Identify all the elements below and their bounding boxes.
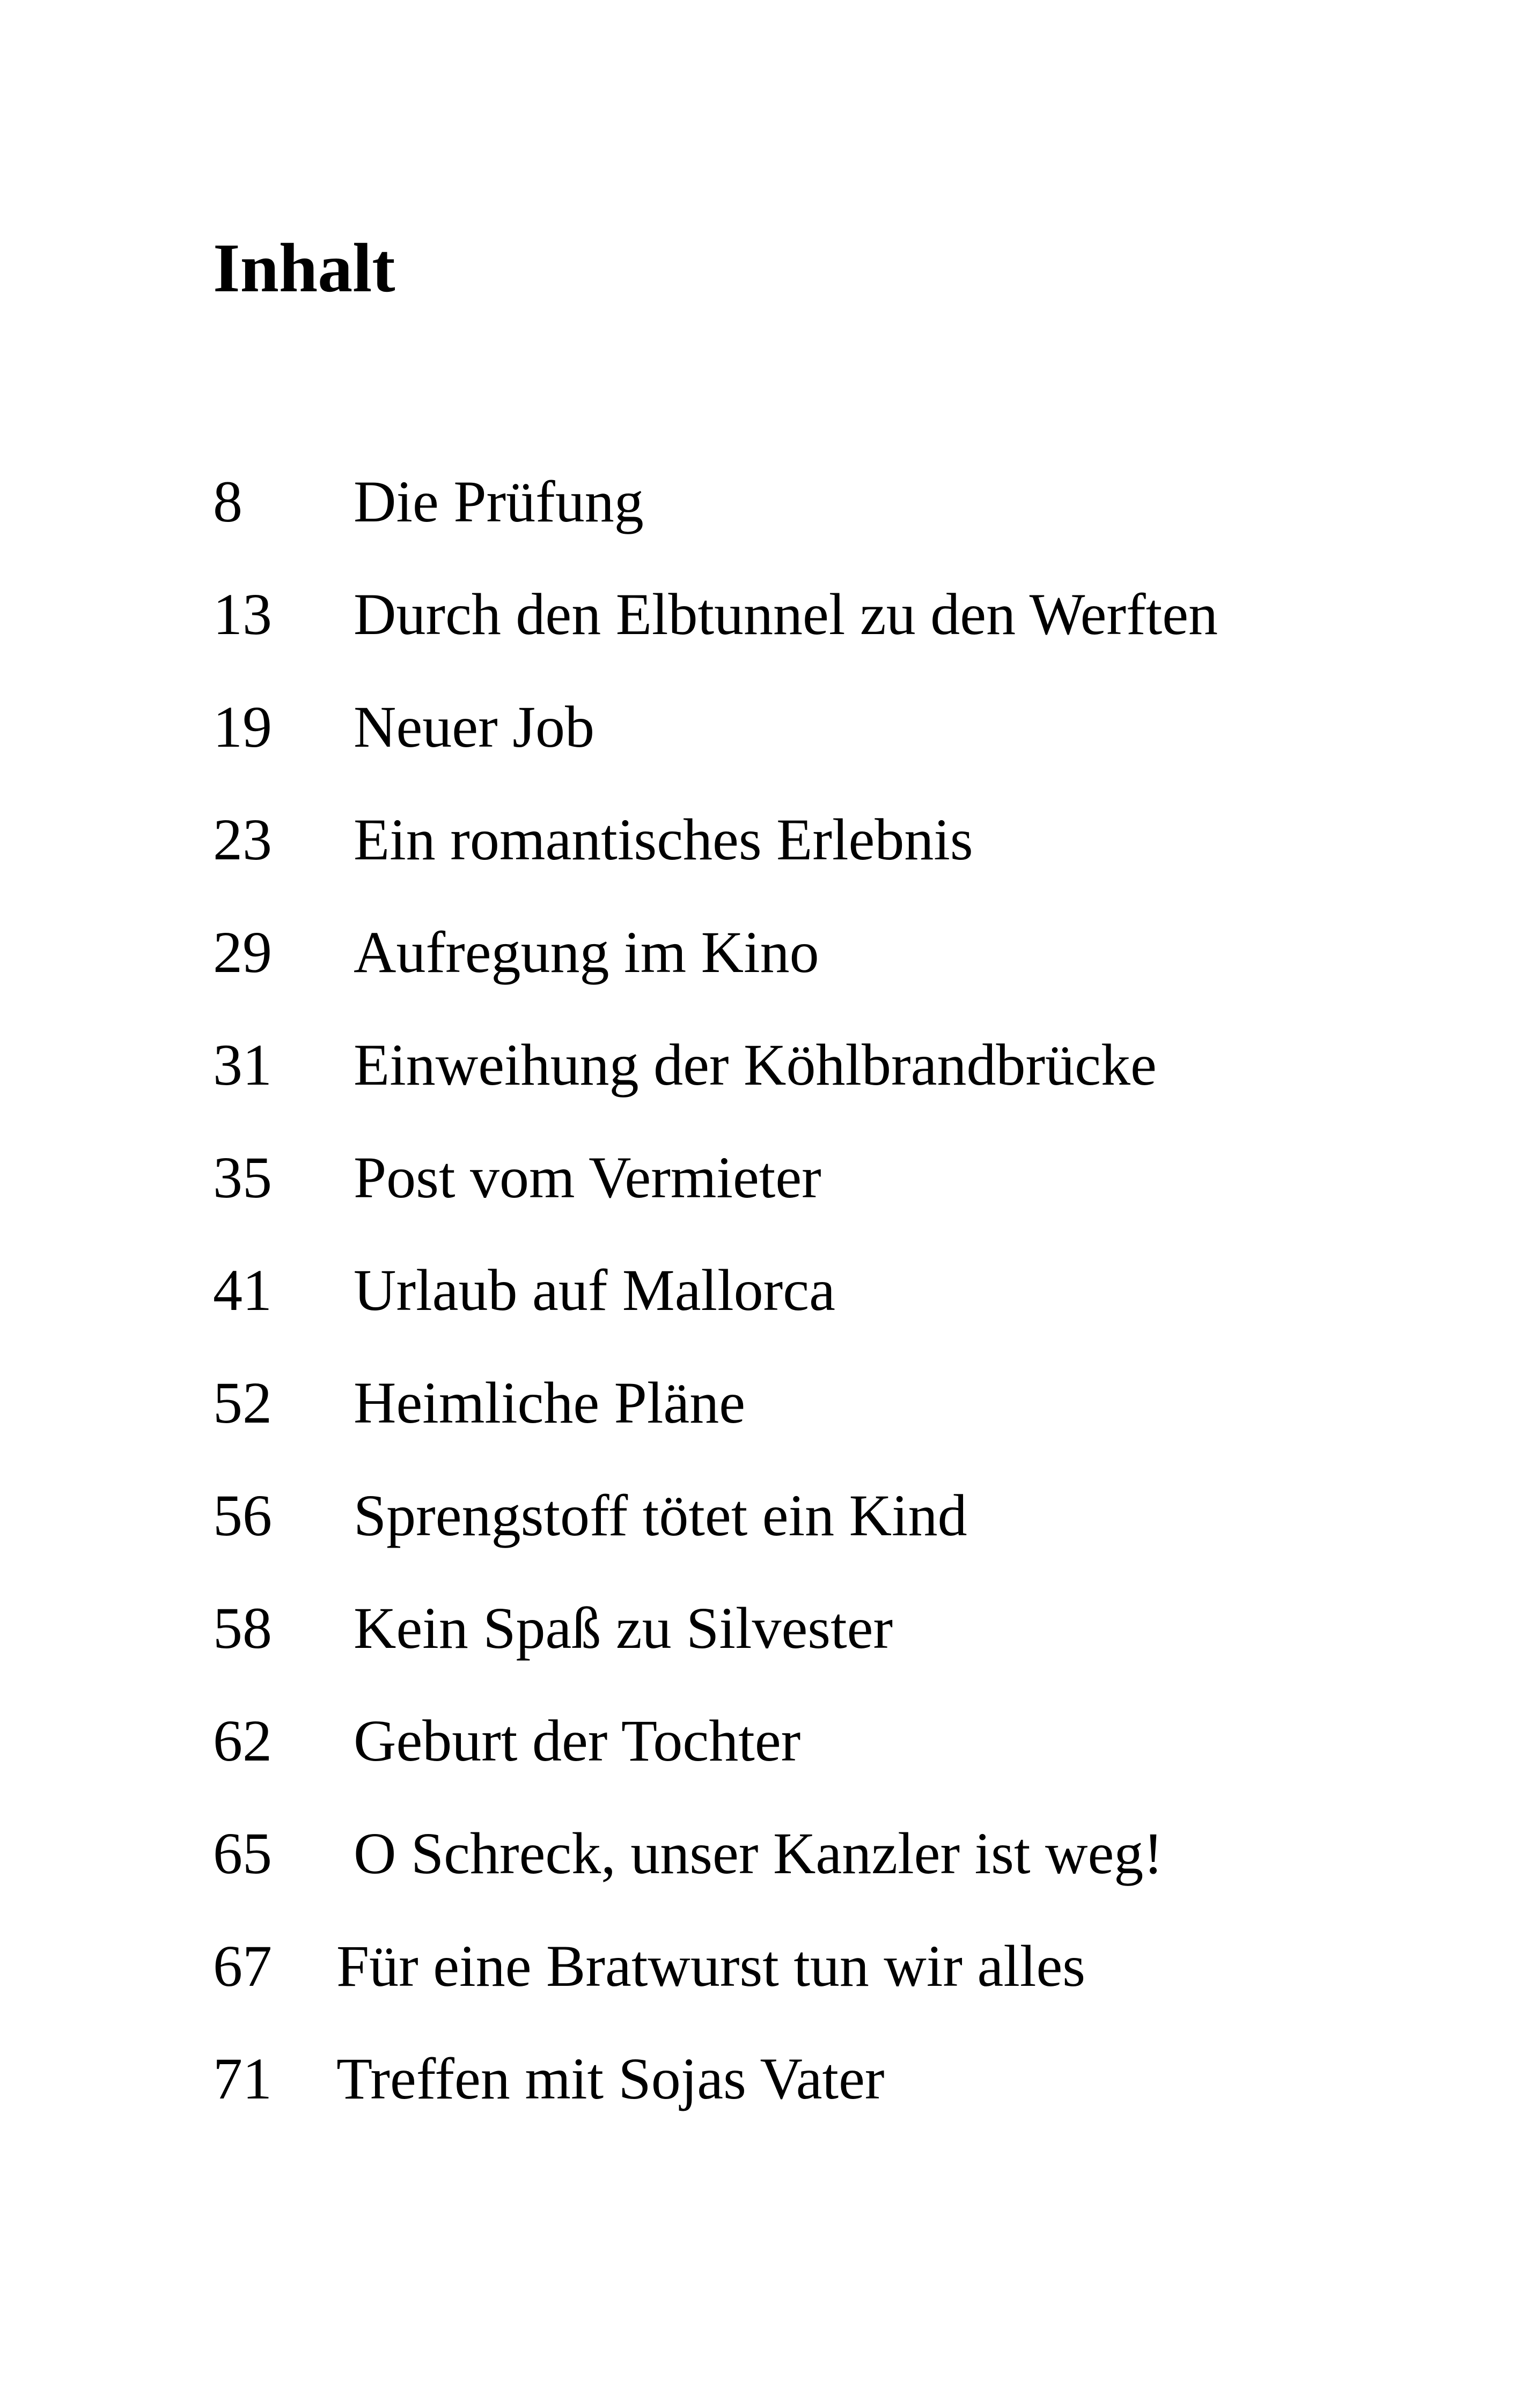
toc-page-number: 71 — [213, 2046, 272, 2111]
toc-chapter-title: Die Prüfung — [354, 469, 644, 534]
toc-chapter-title: Heimliche Pläne — [354, 1370, 746, 1435]
toc-page-number: 58 — [213, 1595, 272, 1661]
toc-chapter-title: Urlaub auf Mallorca — [354, 1257, 835, 1323]
toc-chapter-title: Neuer Job — [354, 694, 595, 760]
toc-chapter-title: Einweihung der Köhlbrandbrücke — [354, 1032, 1157, 1098]
toc-chapter-title: Für eine Bratwurst tun wir alles — [336, 1933, 1086, 1999]
toc-chapter-title: O Schreck, unser Kanzler ist weg! — [354, 1821, 1163, 1886]
toc-chapter-title: Treffen mit Sojas Vater — [336, 2046, 885, 2111]
toc-page-number: 56 — [213, 1483, 272, 1548]
toc-page-number: 41 — [213, 1257, 272, 1323]
toc-chapter-title: Geburt der Tochter — [354, 1708, 801, 1773]
toc-chapter-title: Post vom Vermieter — [354, 1145, 821, 1210]
toc-chapter-title: Kein Spaß zu Silvester — [354, 1595, 893, 1661]
toc-page-number: 13 — [213, 581, 272, 647]
toc-page-number: 35 — [213, 1145, 272, 1210]
toc-chapter-title: Sprengstoff tötet ein Kind — [354, 1483, 967, 1548]
toc-page-number: 19 — [213, 694, 272, 760]
toc-chapter-title: Aufregung im Kino — [354, 919, 819, 985]
page-title: Inhalt — [213, 230, 395, 307]
toc-chapter-title: Durch den Elbtunnel zu den Werften — [354, 581, 1218, 647]
toc-page-number: 8 — [213, 469, 243, 534]
toc-page-number: 23 — [213, 807, 272, 872]
toc-chapter-title: Ein romantisches Erlebnis — [354, 807, 973, 872]
toc-page-number: 67 — [213, 1933, 272, 1999]
toc-page-number: 29 — [213, 919, 272, 985]
toc-page-number: 62 — [213, 1708, 272, 1773]
toc-page-number: 31 — [213, 1032, 272, 1098]
toc-page-number: 52 — [213, 1370, 272, 1435]
toc-page-number: 65 — [213, 1821, 272, 1886]
